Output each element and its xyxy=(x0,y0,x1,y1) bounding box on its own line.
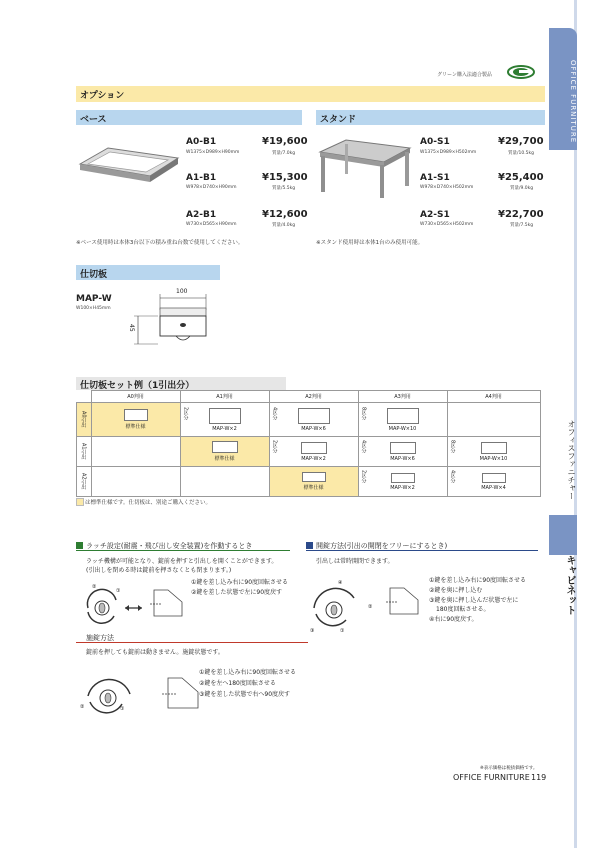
latch-step-2: ②鍵を差した状態で左に90度戻す xyxy=(191,589,283,596)
row-label: A1引出 xyxy=(77,437,92,467)
table-row xyxy=(77,467,541,497)
open-step-3a: ③鍵を奥に押し込んだ状態で左に xyxy=(429,597,519,604)
latch-title: ラッチ設定(耐震・飛び出し安全装置)を作動するとき xyxy=(86,542,253,550)
svg-text:②: ② xyxy=(92,584,97,590)
stand-dims-1: W1375×D989×H502mm xyxy=(420,150,477,155)
partition-set-title: 仕切板セット例（1引出分） xyxy=(80,381,195,391)
open-marker xyxy=(306,542,313,549)
table-cell xyxy=(358,403,447,437)
page-number: 119 xyxy=(531,773,547,782)
table-cell xyxy=(180,403,269,437)
stand-note: ※スタンド使用時は本体1台のみ使用可能。 xyxy=(316,240,424,246)
latch-desc-2: (引出しを閉める時は錠前を押さなくとも閉まります。) xyxy=(86,567,232,574)
base-weight-3: 質量/4.0kg xyxy=(272,223,296,228)
stand-model-3: A2-S1 xyxy=(420,210,450,220)
open-step-1: ①鍵を差し込み右に90度回転させる xyxy=(429,577,527,584)
table-corner xyxy=(77,391,92,403)
cell-division: 4区分 xyxy=(360,440,367,454)
cell-text: 標準仕様 xyxy=(125,424,146,430)
stand-dims-2: W978×D740×H502mm xyxy=(420,185,474,190)
legend-swatch xyxy=(76,498,84,506)
latch-rule xyxy=(76,550,290,551)
option-header xyxy=(76,86,545,102)
stand-price-2: ¥25,400 xyxy=(498,172,544,183)
cell-text: MAP-W×2 xyxy=(212,425,237,432)
table-cell xyxy=(269,467,358,497)
stand-header xyxy=(316,110,545,125)
legend-text: は標準仕様です。仕切板は、別途ご購入ください。 xyxy=(85,500,212,506)
map-w-dims: W100×H45mm xyxy=(76,306,111,311)
stand-weight-1: 質量/10.5kg xyxy=(508,151,534,156)
row-label: A2引出 xyxy=(77,467,92,497)
svg-text:④: ④ xyxy=(338,580,343,586)
stand-weight-3: 質量/7.5kg xyxy=(510,223,534,228)
partition-title: 仕切板 xyxy=(80,270,108,280)
stand-dims-3: W730×D565×H502mm xyxy=(420,222,474,227)
base-dims-2: W978×D740×H90mm xyxy=(186,185,237,190)
table-cell xyxy=(447,403,540,437)
latch-step-1: ①鍵を差し込み右に90度回転させる xyxy=(191,579,289,586)
table-cell xyxy=(91,467,180,497)
footer-brand: OFFICE FURNITURE xyxy=(453,773,530,782)
stand-image xyxy=(318,138,413,204)
lock-drawer-diagram xyxy=(160,674,204,718)
table-row xyxy=(77,437,541,467)
open-title: 開錠方法(引出の開閉をフリーにするとき) xyxy=(316,542,448,550)
svg-text:①: ① xyxy=(116,588,121,594)
stand-model-1: A0-S1 xyxy=(420,137,450,147)
cell-text: MAP-W×4 xyxy=(481,484,506,491)
cell-division: 4区分 xyxy=(449,470,456,484)
lock-lock-diagram xyxy=(78,664,148,726)
open-drawer-diagram xyxy=(384,584,424,624)
open-rule xyxy=(306,550,538,551)
table-cell xyxy=(447,437,540,467)
cell-text: MAP-W×2 xyxy=(390,484,415,491)
base-dims-1: W1375×D989×H90mm xyxy=(186,150,240,155)
cell-text: MAP-W×6 xyxy=(390,455,415,462)
table-cell xyxy=(358,467,447,497)
latch-desc-1: ラッチ機構が可能となり、錠前を押すと引出しを開くことができます。 xyxy=(86,558,278,565)
base-dims-3: W730×D565×H90mm xyxy=(186,222,237,227)
base-price-2: ¥15,300 xyxy=(262,172,308,183)
table-row xyxy=(77,403,541,437)
table-header: A0判用 xyxy=(91,391,180,403)
cell-division: 8区分 xyxy=(360,407,367,421)
map-w-height-label: 45 xyxy=(128,324,135,332)
green-label: グリーン購入法適合製品 xyxy=(437,72,492,78)
table-cell xyxy=(447,467,540,497)
stand-weight-2: 質量/9.0kg xyxy=(510,186,534,191)
open-step-4: ④右に90度戻す。 xyxy=(429,616,478,623)
cell-text: MAP-W×2 xyxy=(301,455,326,462)
base-note: ※ベース使用時は本体3台以下の積み重ね台数で使用してください。 xyxy=(76,240,244,246)
lock-step-1: ①鍵を差し込み右に90度回転させる xyxy=(199,669,297,676)
option-title: オプション xyxy=(80,91,125,101)
svg-text:②: ② xyxy=(368,604,373,610)
table-header: A3判用 xyxy=(358,391,447,403)
partition-set-header xyxy=(76,377,286,390)
table-cell xyxy=(180,467,269,497)
svg-text:③: ③ xyxy=(310,628,315,634)
side-tab-label: OFFICE FURNITURE xyxy=(569,60,577,144)
base-model-3: A2-B1 xyxy=(186,210,217,220)
side-section-label: キャビネット xyxy=(564,555,575,615)
partition-header xyxy=(76,265,220,280)
lock-desc: 錠前を押しても錠前は動きません。施錠状態です。 xyxy=(86,649,224,656)
open-lock-diagram xyxy=(304,574,382,640)
base-price-1: ¥19,600 xyxy=(262,136,308,147)
table-cell xyxy=(91,437,180,467)
base-model-1: A0-B1 xyxy=(186,137,217,147)
table-cell xyxy=(269,437,358,467)
lock-title: 施錠方法 xyxy=(86,634,114,642)
open-desc: 引出しは常時開閉できます。 xyxy=(316,558,394,565)
side-category-tab xyxy=(549,515,577,555)
base-weight-1: 質量/7.0kg xyxy=(272,151,296,156)
side-category-label: オフィスファニチャー xyxy=(567,420,576,500)
table-header: A1判用 xyxy=(180,391,269,403)
map-w-width-label: 100 xyxy=(176,288,188,295)
green-logo-icon xyxy=(507,64,535,78)
stand-price-1: ¥29,700 xyxy=(498,136,544,147)
open-step-2: ②鍵を奥に押し込む xyxy=(429,587,483,594)
cell-text: 標準仕様 xyxy=(303,485,324,491)
stand-price-3: ¥22,700 xyxy=(498,209,544,220)
cell-division: 4区分 xyxy=(271,407,278,421)
base-weight-2: 質量/5.5kg xyxy=(272,186,296,191)
svg-text:②: ② xyxy=(80,704,85,710)
svg-text:①: ① xyxy=(340,628,345,634)
lock-rule xyxy=(76,642,308,643)
open-step-3b: 180度回転させる。 xyxy=(436,606,490,613)
cell-text: MAP-W×10 xyxy=(479,455,508,462)
base-model-2: A1-B1 xyxy=(186,173,217,183)
map-w-model: MAP-W xyxy=(76,294,112,304)
cell-division: 8区分 xyxy=(449,440,456,454)
lock-step-3: ③鍵を差した状態で右へ90度戻す xyxy=(199,691,291,698)
base-image xyxy=(78,142,180,196)
cell-text: MAP-W×6 xyxy=(301,425,326,432)
cell-division: 2区分 xyxy=(182,407,189,421)
lock-step-2: ②鍵を左へ180度回転させる xyxy=(199,680,276,687)
svg-text:①: ① xyxy=(120,706,125,712)
cell-text: MAP-W×10 xyxy=(388,425,417,432)
latch-marker xyxy=(76,542,83,549)
cell-division: 2区分 xyxy=(271,440,278,454)
cell-text: 標準仕様 xyxy=(214,456,235,462)
table-header: A2判用 xyxy=(269,391,358,403)
partition-set-table xyxy=(76,390,541,497)
footer-note: ※表示価格は税抜価格です。 xyxy=(480,766,538,771)
table-cell xyxy=(358,437,447,467)
table-header: A4判用 xyxy=(447,391,540,403)
table-cell xyxy=(180,437,269,467)
table-cell xyxy=(91,403,180,437)
base-header xyxy=(76,110,302,125)
base-price-3: ¥12,600 xyxy=(262,209,308,220)
latch-drawer-diagram xyxy=(148,586,188,626)
stand-model-2: A1-S1 xyxy=(420,173,450,183)
base-title: ベース xyxy=(80,115,107,125)
cell-division: 2区分 xyxy=(360,470,367,484)
map-w-diagram xyxy=(128,288,218,354)
stand-title: スタンド xyxy=(320,115,357,125)
row-label: A0引出 xyxy=(77,403,92,437)
table-cell xyxy=(269,403,358,437)
